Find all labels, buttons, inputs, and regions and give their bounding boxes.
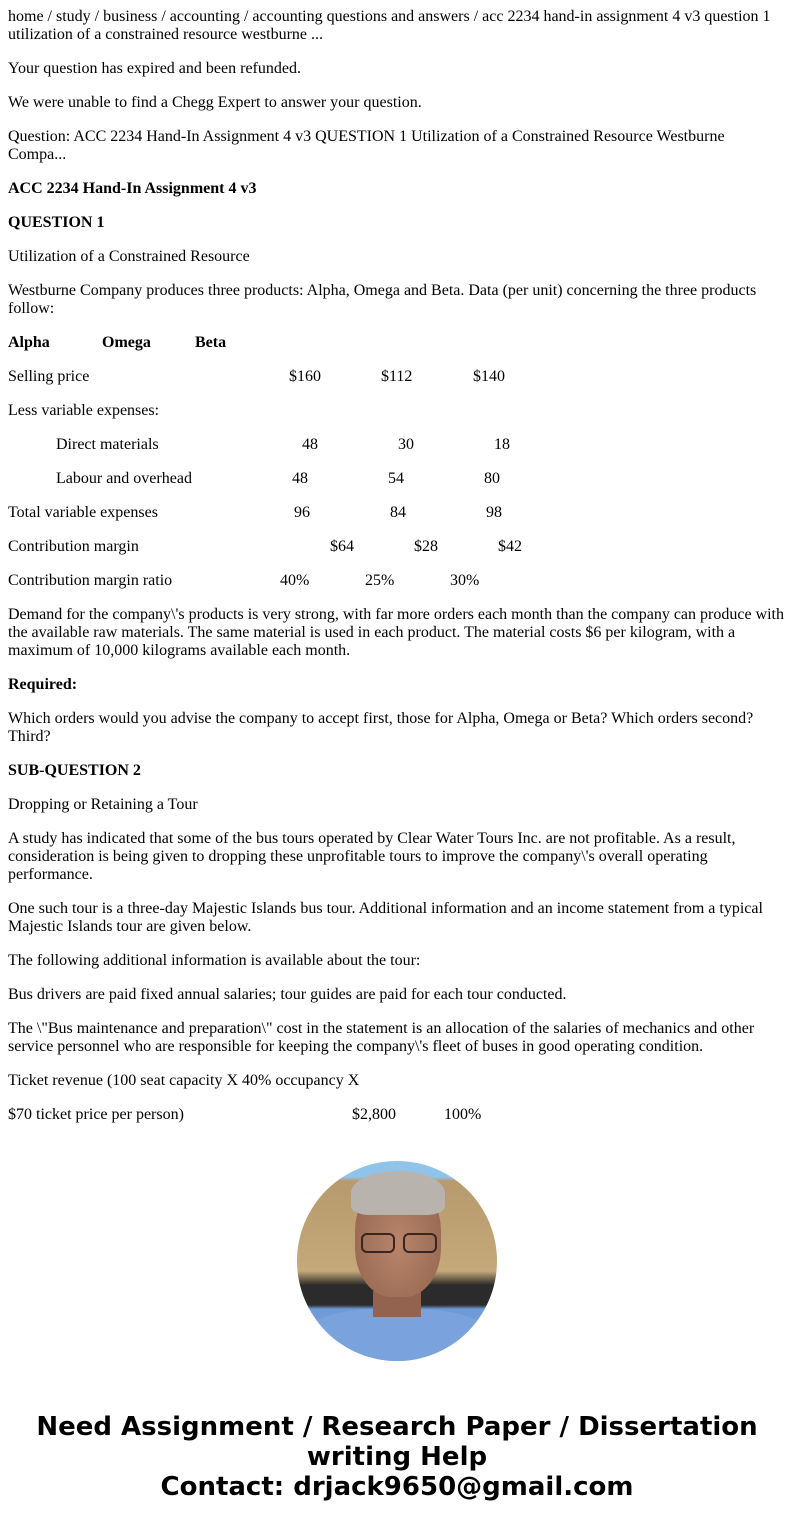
cell-beta: 30%	[450, 572, 480, 589]
expert-photo	[297, 1161, 497, 1361]
promo-banner	[0, 1412, 794, 1502]
cell-omega: 30	[398, 436, 414, 453]
expired-notice: Your question has expired and been refunded.	[8, 60, 301, 77]
row-label: Contribution margin ratio	[8, 572, 173, 589]
table-row-total-variable	[8, 504, 786, 522]
cell-beta: 80	[484, 470, 500, 487]
subquestion2-subtitle: Dropping or Retaining a Tour	[8, 796, 198, 813]
document-page	[0, 8, 794, 1124]
subquestion2-para2: One such tour is a three-day Majestic Islands bus tour. Additional information and an income statement from a typical Majestic Islands tour are given below.	[8, 900, 763, 935]
question1-subtitle: Utilization of a Constrained Resource	[8, 248, 250, 265]
promo-contact: Contact: drjack9650@gmail.com	[160, 1472, 634, 1502]
cell-omega: $112	[381, 368, 413, 385]
subquestion2-para5: The \"Bus maintenance and preparation\" cost in the statement is an allocation of the salaries of mechanics and other service personnel who are responsible for keeping the company\'s fleet of buses in good operating condition.	[8, 1020, 755, 1055]
cell-beta: $42	[498, 538, 522, 555]
table-row-less-variable	[8, 402, 786, 420]
row-label: Contribution margin	[8, 538, 139, 555]
question-summary: Question: ACC 2234 Hand-In Assignment 4 v3 QUESTION 1 Utilization of a Constrained Resource Westburne Compa...	[8, 128, 725, 163]
no-expert-notice: We were unable to find a Chegg Expert to answer your question.	[8, 94, 422, 111]
table-row-contribution-margin-ratio	[8, 572, 786, 590]
cell-alpha: 48	[302, 436, 318, 453]
breadcrumb: home / study / business / accounting / accounting questions and answers / acc 2234 hand-in assignment 4 v3 question 1 utilization of a constrained resource westburne ...	[8, 8, 771, 43]
question1-heading: QUESTION 1	[8, 214, 105, 231]
header-omega: Omega	[102, 334, 151, 351]
product-data-table	[8, 334, 786, 590]
subquestion2-heading: SUB-QUESTION 2	[8, 762, 141, 779]
cell-beta: 98	[486, 504, 502, 521]
ticket-revenue-percent: 100%	[444, 1106, 482, 1123]
ticket-revenue-line1: Ticket revenue (100 seat capacity X 40% occupancy X	[8, 1072, 360, 1089]
table-row-labour-overhead	[8, 470, 786, 488]
cell-omega: 84	[390, 504, 406, 521]
demand-paragraph: Demand for the company\'s products is very strong, with far more orders each month than the company can produce with the available raw materials. The same material is used in each product. The material costs $6 per kilogram, with a maximum of 10,000 kilograms available each month.	[8, 606, 784, 659]
subquestion2-para1: A study has indicated that some of the bus tours operated by Clear Water Tours Inc. are not profitable. As a result, consideration is being given to dropping these unprofitable tours to improve the company\'s overall operating performance.	[8, 830, 736, 883]
table-row-selling-price	[8, 368, 786, 386]
cell-alpha: 96	[294, 504, 310, 521]
cell-beta: $140	[473, 368, 505, 385]
cell-omega: 25%	[365, 572, 395, 589]
cell-alpha: $160	[289, 368, 321, 385]
row-label: Direct materials	[56, 436, 159, 453]
required-text: Which orders would you advise the company to accept first, those for Alpha, Omega or Beta? Which orders second? Third?	[8, 710, 754, 745]
table-header-row	[8, 334, 786, 352]
row-label: Labour and overhead	[56, 470, 192, 487]
photo-hair	[351, 1171, 445, 1215]
cell-alpha: $64	[330, 538, 354, 555]
ticket-revenue-label: $70 ticket price per person)	[8, 1106, 184, 1123]
promo-line2: writing Help	[306, 1442, 488, 1472]
cell-omega: 54	[388, 470, 404, 487]
ticket-revenue-amount: $2,800	[352, 1106, 396, 1123]
subquestion2-para4: Bus drivers are paid fixed annual salaries; tour guides are paid for each tour conducted.	[8, 986, 567, 1003]
table-row-contribution-margin	[8, 538, 786, 556]
required-label: Required:	[8, 676, 78, 693]
row-label: Total variable expenses	[8, 504, 158, 521]
promo-line1: Need Assignment / Research Paper / Dissertation	[36, 1412, 758, 1442]
assignment-title: ACC 2234 Hand-In Assignment 4 v3	[8, 180, 257, 197]
header-beta: Beta	[195, 334, 227, 351]
subquestion2-para3: The following additional information is available about the tour:	[8, 952, 421, 969]
cell-alpha: 40%	[280, 572, 310, 589]
ticket-revenue-row	[8, 1106, 786, 1124]
question1-intro: Westburne Company produces three products: Alpha, Omega and Beta. Data (per unit) concerning the three products follow:	[8, 282, 757, 317]
photo-glasses	[361, 1233, 437, 1251]
cell-omega: $28	[414, 538, 438, 555]
row-label: Less variable expenses:	[8, 402, 160, 419]
cell-alpha: 48	[292, 470, 308, 487]
table-row-direct-materials	[8, 436, 786, 454]
cell-beta: 18	[494, 436, 510, 453]
row-label: Selling price	[8, 368, 90, 385]
header-alpha: Alpha	[8, 334, 50, 351]
